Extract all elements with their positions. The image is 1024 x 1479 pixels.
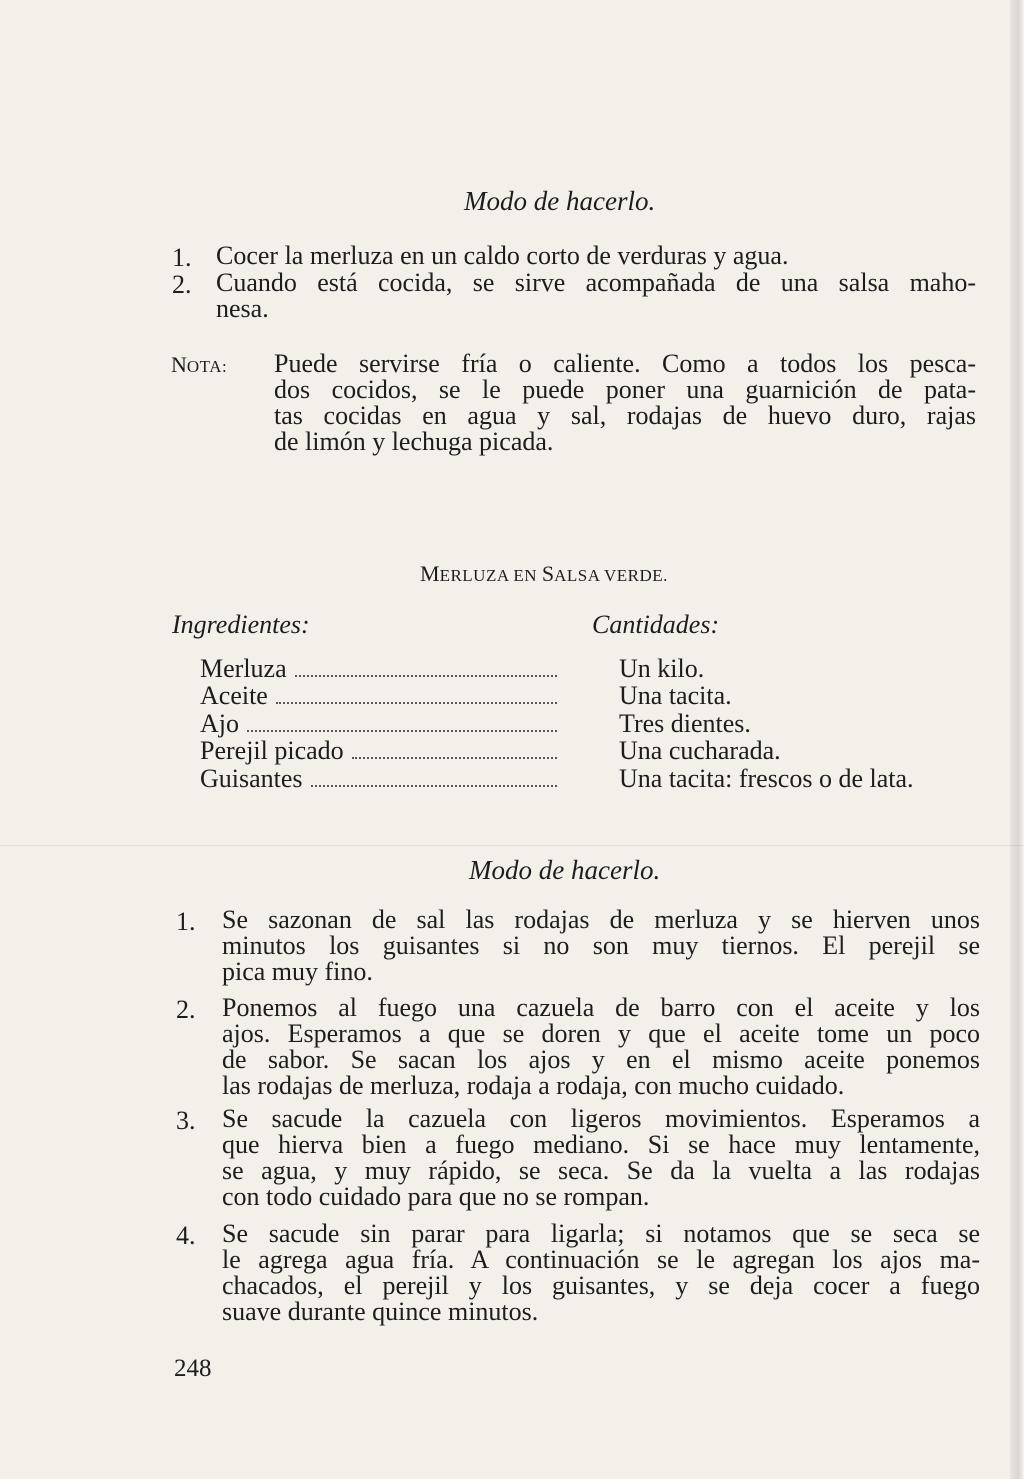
step-line: nesa. — [216, 294, 269, 323]
page-crease — [0, 845, 1024, 846]
step-line: Se sazonan de sal las rodajas de merluza y se hierven unos — [222, 905, 980, 934]
step-line: Cocer la merluza en un caldo corto de verduras y agua. — [216, 241, 789, 270]
step-line: pica muy fino. — [222, 957, 373, 986]
step-text — [222, 995, 980, 1099]
step-line: suave durante quince minutos. — [222, 1297, 539, 1326]
quantity-value: Una cucharada. — [619, 736, 781, 765]
step-line: Cuando está cocida, se sirve acompañada de una salsa maho- — [216, 268, 976, 297]
dot-leader — [295, 657, 557, 677]
step-line: le agrega agua fría. A continuación se le agregan los ajos ma- — [222, 1245, 980, 1274]
ingredient-row — [200, 681, 557, 711]
note-label-initial: N — [171, 352, 187, 377]
step-number: 1. — [176, 907, 196, 936]
step-text — [222, 1221, 980, 1325]
ingredient-row — [200, 654, 557, 684]
title-rest: ALSA VERDE. — [554, 566, 668, 585]
quantity-value: Una tacita: frescos o de lata. — [619, 764, 914, 793]
step-line: con todo cuidado para que no se rompan. — [222, 1182, 650, 1211]
step-line: chacados, el perejil y los guisantes, y se deja cocer a fuego — [222, 1271, 980, 1300]
step-line: las rodajas de merluza, rodaja a rodaja, con mucho cuidado. — [222, 1071, 845, 1100]
note-line: dos cocidos, se le puede poner una guarnición de pata- — [274, 375, 976, 404]
quantity-value: Un kilo. — [619, 654, 705, 683]
ingredients-heading: Ingredientes: — [172, 610, 310, 639]
step-text — [216, 243, 788, 269]
title-initial: M — [420, 561, 440, 586]
step-line: Ponemos al fuego una cazuela de barro con el aceite y los — [222, 993, 980, 1022]
step-line: Se sacude la cazuela con ligeros movimientos. Esperamos a — [222, 1104, 980, 1133]
method-heading-2: Modo de hacerlo. — [469, 855, 661, 885]
ingredient-row — [200, 764, 557, 794]
dot-leader — [247, 712, 557, 732]
note-label-rest: OTA: — [186, 357, 228, 376]
step-number: 2. — [172, 270, 192, 299]
title-initial: S — [541, 561, 555, 586]
ingredient-row — [200, 736, 557, 766]
step-line: ajos. Esperamos a que se doren y que el aceite tome un poco — [222, 1019, 980, 1048]
quantity-value: Una tacita. — [619, 681, 732, 710]
ingredient-name: Perejil picado — [200, 736, 344, 765]
step-number: 3. — [176, 1106, 196, 1135]
dot-leader — [352, 739, 557, 759]
step-line: que hierva bien a fuego mediano. Si se hace muy lentamente, — [222, 1130, 980, 1159]
quantity-value: Tres dientes. — [619, 709, 751, 738]
step-number: 2. — [176, 995, 196, 1024]
note-text — [274, 351, 976, 455]
step-text — [222, 1106, 980, 1210]
ingredient-name: Guisantes — [200, 764, 303, 793]
step-text — [216, 270, 976, 322]
title-rest: ERLUZA EN — [439, 566, 542, 585]
ingredient-row — [200, 709, 557, 739]
step-line: se agua, y muy rápido, se seca. Se da la vuelta a las rodajas — [222, 1156, 980, 1185]
step-line: Se sacude sin parar para ligarla; si notamos que se seca se — [222, 1219, 980, 1248]
dot-leader — [311, 767, 557, 787]
ingredient-name: Merluza — [200, 654, 287, 683]
ingredient-name: Ajo — [200, 709, 239, 738]
recipe-title — [420, 561, 668, 587]
step-number: 1. — [172, 243, 192, 272]
note-line: de limón y lechuga picada. — [274, 427, 554, 456]
page-number: 248 — [174, 1355, 212, 1382]
step-line: minutos los guisantes si no son muy tiernos. El perejil se — [222, 931, 980, 960]
note-label — [171, 349, 227, 379]
ingredient-name: Aceite — [200, 681, 268, 710]
step-number: 4. — [176, 1221, 196, 1250]
step-line: de sabor. Se sacan los ajos y en el mismo aceite ponemos — [222, 1045, 980, 1074]
page-edge — [1010, 0, 1024, 1479]
dot-leader — [276, 684, 557, 704]
note-line: tas cocidas en agua y sal, rodajas de huevo duro, rajas — [274, 401, 976, 430]
note-line: Puede servirse fría o caliente. Como a todos los pesca- — [274, 349, 976, 378]
step-text — [222, 907, 980, 985]
method-heading-1: Modo de hacerlo. — [464, 186, 656, 216]
quantities-heading: Cantidades: — [592, 610, 720, 639]
